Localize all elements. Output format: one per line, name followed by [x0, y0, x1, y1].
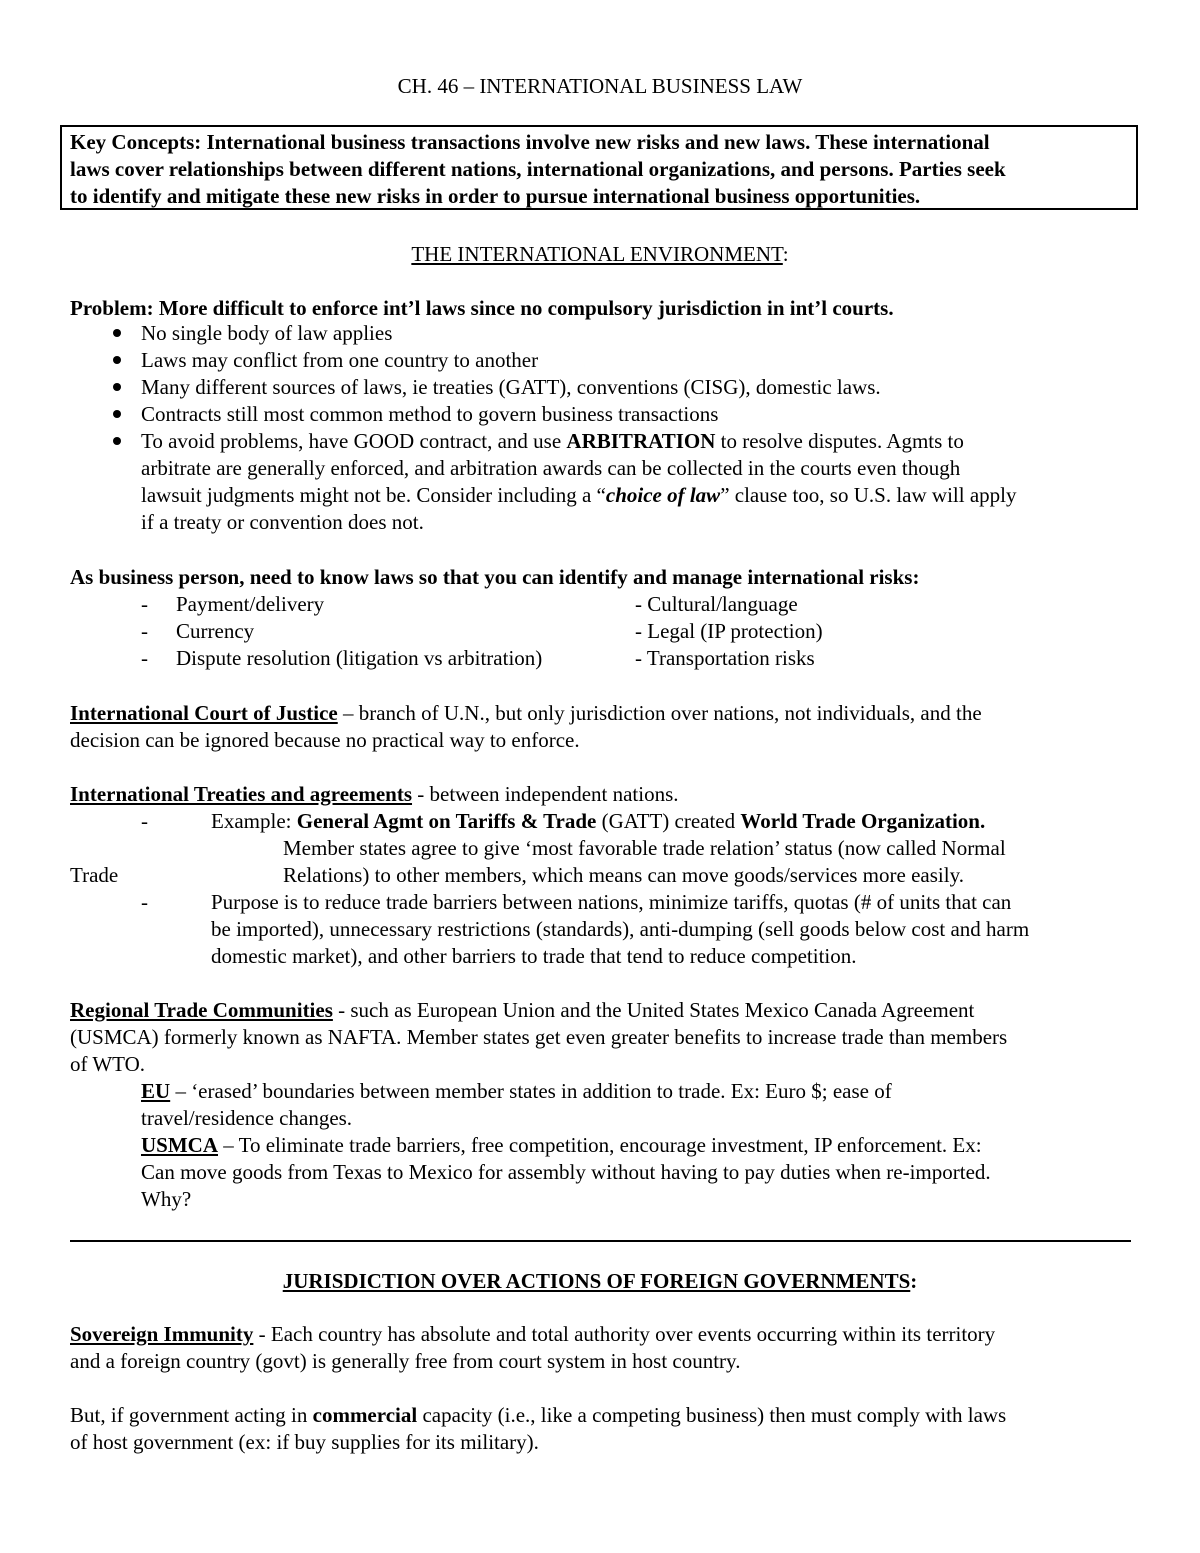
sovereign-immunity-term: Sovereign Immunity [70, 1322, 254, 1346]
treaties-purpose: be imported), unnecessary restrictions (standards), anti-dumping (sell goods below cost and harm [211, 917, 1030, 941]
commercial-capacity-continuation: of host government (ex: if buy supplies for its military). [70, 1430, 539, 1454]
sovereign-immunity-continuation: and a foreign country (govt) is generally free from court system in host country. [70, 1349, 741, 1373]
treaties-paragraph: International Treaties and agreements - between independent nations. [70, 782, 679, 806]
regional-term: Regional Trade Communities [70, 998, 333, 1022]
eu-term: EU [141, 1079, 171, 1103]
commercial-capacity-paragraph: But, if government acting in commercial capacity (i.e., like a competing business) then must comply with laws [70, 1403, 1007, 1427]
treaties-term: International Treaties and agreements [70, 782, 413, 806]
icj-term: International Court of Justice [70, 701, 338, 725]
list-item-continuation: lawsuit judgments might not be. Consider including a “choice of law” clause too, so U.S. law will apply [141, 483, 1017, 507]
usmca-paragraph-continuation: Why? [141, 1187, 192, 1211]
treaties-member-text: Relations) to other members, which means can move goods/services more easily. [283, 863, 964, 887]
dash-marker: - [141, 592, 148, 616]
eu-paragraph: EU – ‘erased’ boundaries between member states in addition to trade. Ex: Euro $; ease of [141, 1079, 892, 1103]
dash-marker: - [141, 619, 148, 643]
bullet-icon [113, 410, 121, 418]
treaties-purpose: domestic market), and other barriers to trade that tend to reduce competition. [211, 944, 857, 968]
dash-marker: - [141, 646, 148, 670]
bullet-icon [113, 356, 121, 364]
regional-paragraph-continuation: of WTO. [70, 1052, 146, 1076]
treaties-member-text: Member states agree to give ‘most favorable trade relation’ status (now called Normal [283, 836, 1006, 860]
list-item: To avoid problems, have GOOD contract, and use ARBITRATION to resolve disputes. Agmts to [141, 429, 964, 453]
problem-statement: Problem: More difficult to enforce int’l laws since no compulsory jurisdiction in int’l courts. [70, 296, 894, 320]
key-concepts-line: to identify and mitigate these new risks in order to pursue international business opportunities. [70, 184, 921, 208]
list-item: No single body of law applies [141, 321, 393, 345]
regional-paragraph-continuation: (USMCA) formerly known as NAFTA. Member states get even greater benefits to increase trade than members [70, 1025, 1008, 1049]
horizontal-rule [70, 1240, 1131, 1242]
list-item-continuation: if a treaty or convention does not. [141, 510, 424, 534]
treaties-trade-word: Trade [70, 863, 119, 887]
regional-paragraph: Regional Trade Communities - such as European Union and the United States Mexico Canada Agreement [70, 998, 975, 1022]
usmca-paragraph: USMCA – To eliminate trade barriers, free competition, encourage investment, IP enforcement. Ex: [141, 1133, 982, 1157]
section-heading-environment: THE INTERNATIONAL ENVIRONMENT: [411, 242, 789, 266]
usmca-term: USMCA [141, 1133, 218, 1157]
list-item: Contracts still most common method to govern business transactions [141, 402, 719, 426]
treaties-example: Example: General Agmt on Tariffs & Trade (GATT) created World Trade Organization. [211, 809, 986, 833]
risk-item: Dispute resolution (litigation vs arbitration) [176, 646, 543, 670]
risk-item: Currency [176, 619, 255, 643]
dash-marker: - [141, 890, 148, 914]
key-concepts-line: Key Concepts: International business transactions involve new risks and new laws. These international [70, 130, 990, 154]
key-concepts-line: laws cover relationships between different nations, international organizations, and persons. Parties seek [70, 157, 1006, 181]
eu-paragraph-continuation: travel/residence changes. [141, 1106, 353, 1130]
icj-paragraph-continuation: decision can be ignored because no practical way to enforce. [70, 728, 580, 752]
risks-heading: As business person, need to know laws so that you can identify and manage international risks: [70, 565, 920, 589]
bullet-icon [113, 329, 121, 337]
list-item: Many different sources of laws, ie treaties (GATT), conventions (CISG), domestic laws. [141, 375, 881, 399]
bullet-icon [113, 437, 121, 445]
dash-marker: - [141, 809, 148, 833]
sovereign-immunity-paragraph: Sovereign Immunity - Each country has absolute and total authority over events occurring within its territory [70, 1322, 996, 1346]
usmca-paragraph-continuation: Can move goods from Texas to Mexico for assembly without having to pay duties when re-imported. [141, 1160, 991, 1184]
bullet-icon [113, 383, 121, 391]
risk-item: - Legal (IP protection) [635, 619, 823, 643]
treaties-purpose: Purpose is to reduce trade barriers between nations, minimize tariffs, quotas (# of units that can [211, 890, 1012, 914]
risk-item: Payment/delivery [176, 592, 325, 616]
section-heading-jurisdiction: JURISDICTION OVER ACTIONS OF FOREIGN GOVERNMENTS: [282, 1269, 918, 1293]
page-title: CH. 46 – INTERNATIONAL BUSINESS LAW [397, 74, 803, 98]
list-item-continuation: arbitrate are generally enforced, and arbitration awards can be collected in the courts even though [141, 456, 961, 480]
risk-item: - Transportation risks [635, 646, 815, 670]
icj-paragraph: International Court of Justice – branch of U.N., but only jurisdiction over nations, not individuals, and the [70, 701, 982, 725]
list-item: Laws may conflict from one country to another [141, 348, 539, 372]
risk-item: - Cultural/language [635, 592, 798, 616]
